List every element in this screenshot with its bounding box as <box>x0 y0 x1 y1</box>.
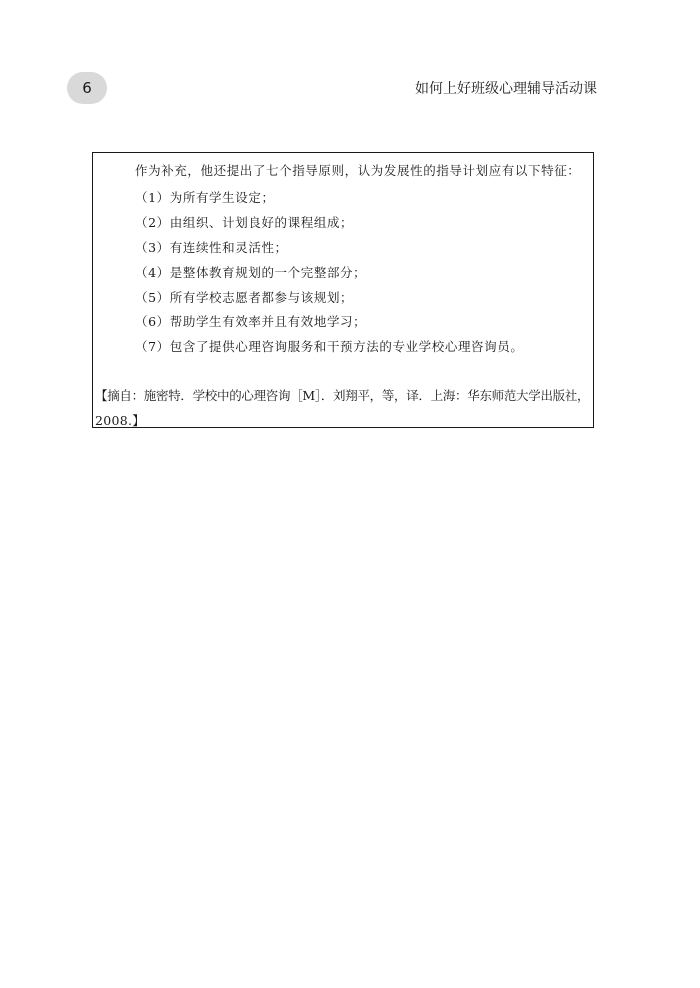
feature-item-4: （4）是整体教育规划的一个完整部分； <box>135 265 367 280</box>
feature-item-1: （1）为所有学生设定； <box>135 190 275 205</box>
source-citation-line-2: 2008.】 <box>95 413 146 428</box>
feature-item-5: （5）所有学校志愿者都参与该规划； <box>135 290 354 305</box>
excerpt-box <box>92 152 594 428</box>
source-citation-line-1: 【摘自：施密特．学校中的心理咨询［M］．刘翔平，等，译．上海：华东师范大学出版社， <box>95 388 590 403</box>
running-header-title: 如何上好班级心理辅导活动课 <box>415 81 597 97</box>
feature-item-2: （2）由组织、计划良好的课程组成； <box>135 215 354 230</box>
page-number: 6 <box>82 79 92 97</box>
feature-item-3: （3）有连续性和灵活性； <box>135 240 288 255</box>
page-number-badge <box>67 72 107 104</box>
intro-paragraph: 作为补充，他还提出了七个指导原则，认为发展性的指导计划应有以下特征： <box>135 163 581 178</box>
feature-item-6: （6）帮助学生有效率并且有效地学习； <box>135 314 367 329</box>
feature-item-7: （7）包含了提供心理咨询服务和干预方法的专业学校心理咨询员。 <box>135 339 524 354</box>
